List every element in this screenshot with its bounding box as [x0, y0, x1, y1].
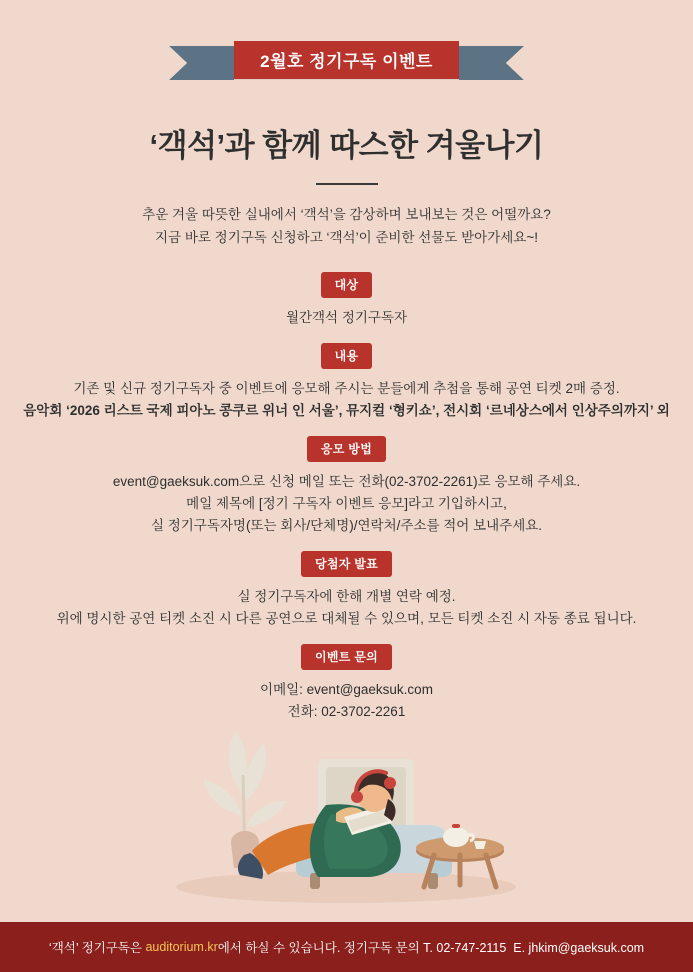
footer-text-after: 에서 하실 수 있습니다. 정기구독 문의 T. 02-747-2115 E. jhkim@gaeksuk.com	[217, 941, 645, 955]
footer-text-before: ‘객석’ 정기구독은	[48, 941, 146, 955]
section-badge: 내용	[321, 343, 373, 369]
ribbon-banner	[0, 44, 693, 82]
section-how-to-apply	[0, 436, 693, 537]
section-target	[0, 272, 693, 329]
section-badge: 응모 방법	[307, 436, 386, 462]
intro-line-2: 지금 바로 정기구독 신청하고 ‘객석’이 준비한 선물도 받아가세요~!	[155, 230, 538, 245]
section-winner-announcement	[0, 551, 693, 630]
section-badge: 대상	[321, 272, 373, 298]
section-line: 전화: 02-3702-2261	[287, 704, 406, 719]
page-title: ‘객석’과 함께 따스한 겨울나기	[149, 128, 544, 163]
section-content	[0, 343, 693, 422]
section-line: 실 정기구독자명(또는 회사/단체명)/연락처/주소를 적어 보내주세요.	[150, 518, 543, 533]
intro-line-1: 추운 겨울 따뜻한 실내에서 ‘객석’을 감상하며 보내보는 것은 어떨까요?	[142, 207, 551, 222]
section-line: 음악회 ‘2026 리스트 국제 피아노 콩쿠르 위너 인 서울’, 뮤지컬 ‘형키쇼’, 전시회 ‘르네상스에서 인상주의까지’ 외	[23, 403, 670, 418]
section-line: event@gaeksuk.com으로 신청 메일 또는 전화(02-3702-2261)로 응모해 주세요.	[112, 474, 581, 489]
ribbon-tail-left	[169, 46, 234, 80]
footer-bar	[0, 922, 693, 972]
section-line: 메일 제목에 [정기 구독자 이벤트 응모]라고 기입하시고,	[186, 496, 507, 511]
section-line: 이메일: event@gaeksuk.com	[260, 682, 433, 697]
illustration-person-reading	[0, 655, 693, 915]
section-line: 위에 명시한 공연 티켓 소진 시 다른 공연으로 대체될 수 있으며, 모든 티켓 소진 시 자동 종료 됩니다.	[56, 611, 637, 626]
auditorium-link[interactable]: auditorium.kr	[145, 940, 218, 954]
ribbon-label: 2월호 정기구독 이벤트	[234, 41, 459, 79]
intro-text	[0, 203, 693, 249]
section-line: 실 정기구독자에 한해 개별 연락 예정.	[237, 589, 456, 604]
section-line: 월간객석 정기구독자	[285, 310, 408, 325]
section-badge: 이벤트 문의	[301, 644, 392, 670]
title-divider	[316, 183, 378, 185]
section-badge: 당첨자 발표	[301, 551, 392, 577]
ribbon-tail-right	[459, 46, 524, 80]
section-line: 기존 및 신규 정기구독자 중 이벤트에 응모해 주시는 분들에게 추첨을 통해 공연 티켓 2매 증정.	[73, 381, 620, 396]
